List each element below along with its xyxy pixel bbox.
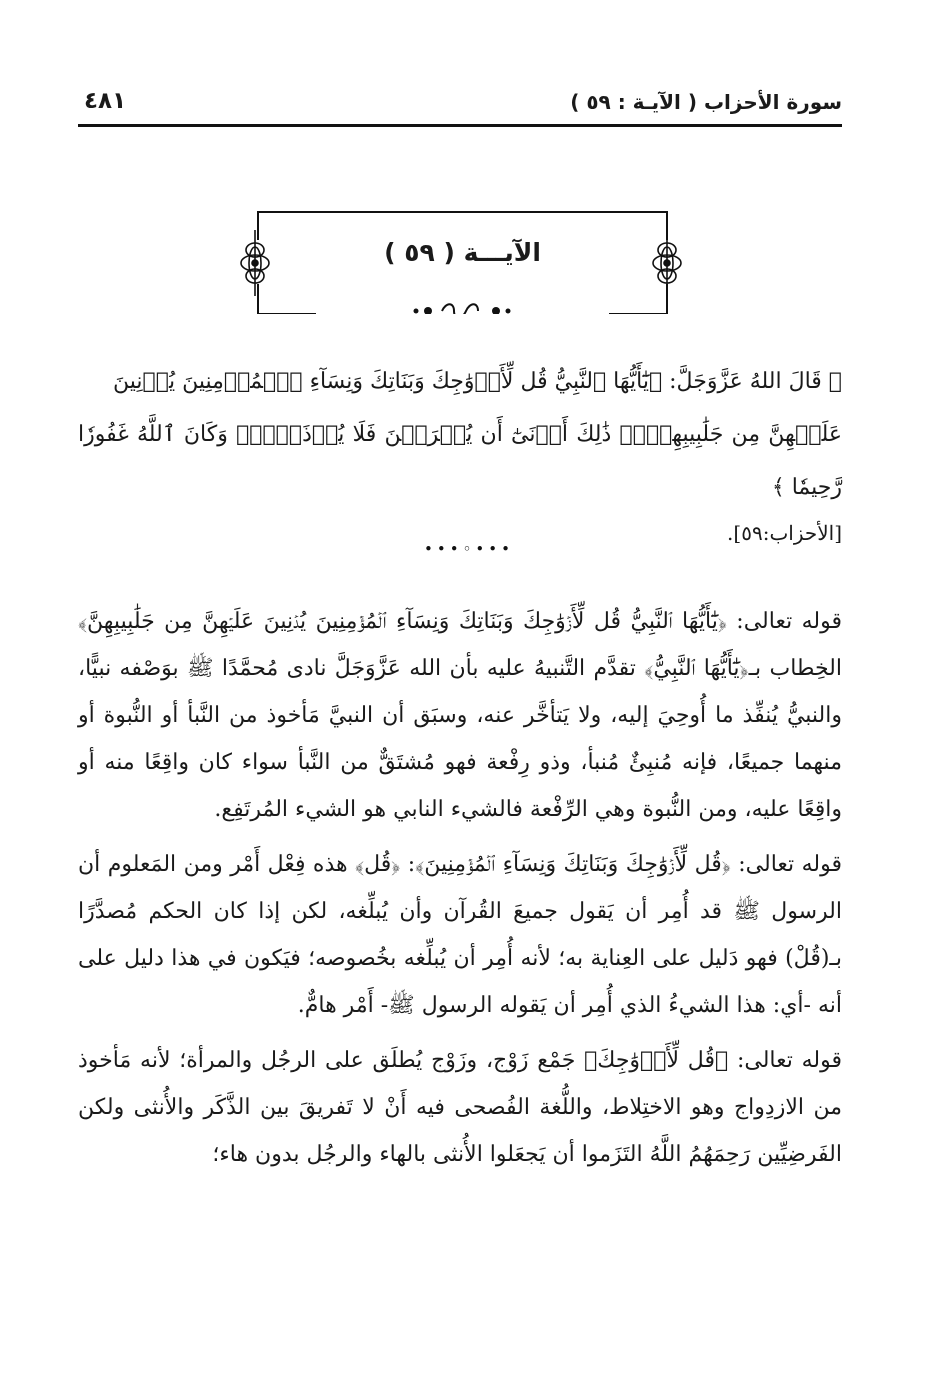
commentary-paragraph-1: قوله تعالى: ﴿يَٰٓأَيُّهَا ٱلنَّبِيُّ قُل لِّأَزۡوَٰجِكَ وَبَنَاتِكَ وَنِسَآءِ ٱلۡمُؤۡمِنِينَ يُدۡنِينَ عَلَيۡهِنَّ مِن جَلَٰبِيبِهِنَّ﴾ الخِطاب بـ﴿يَٰٓأَيُّهَا ٱلنَّبِيُّ﴾ تقدَّم التَّنبيهُ عليه بأن الله عَزَّوَجَلَّ نادى مُحمَّدًا ﷺ بوَصْفه نبيًّا، والنبيُّ يُنفِّذ ما أُوحِيَ إليه، ولا يَتأخَّر عنه، وسبَق أن النبيَّ مَأخوذ من النَّبأ أو النُّبوة أو منهما جميعًا، فإنه مُنبِئٌ مُنبأ، وذو رِفْعة فهو مُشتَقٌّ من النَّبأ سواء كان واقِعًا منه أو واقِعًا عليه، ومن النُّبوة وهي الرِّفْعة فالشيء النابي هو الشيء المُرتَفِع. [78,609,842,822]
verse-block [78,355,842,552]
left-knot-ornament-icon [237,228,273,298]
section-title: الآيـــة ( ٥٩ ) [384,238,541,267]
surah-header-title: سورة الأحزاب ( الآيـة : ٥٩ ) [570,90,842,114]
section-title-frame [256,210,669,314]
paragraph-gap [78,833,842,841]
commentary-paragraph-3: قوله تعالى: ﴿قُل لِّأَزۡوَٰجِكَ﴾ جَمْع زَوْج، وزَوْج يُطلَق على الرجُل والمرأة؛ لأنه مَأخوذ من الازدِواج وهو الاختِلاط، واللُّغة الفُصحى فيه أَنْ لا تَفريقَ بين الذَّكَر والأُنثى ولكن الفَرضِيِّين رَحِمَهُمُ اللَّهُ التَزَموا أن يَجعَلوا الأُنثى بالهاء والرجُل بدون هاء؛ [78,1048,842,1167]
commentary-paragraph-2: قوله تعالى: ﴿قُل لِّأَزۡوَٰجِكَ وَبَنَاتِكَ وَنِسَآءِ ٱلۡمُؤۡمِنِينَ﴾: ﴿قُل﴾ هذه فِعْل أَمْر ومن المَعلوم أن الرسول ﷺ قد أُمِر أن يَقول جميعَ القُرآن وأن يُبلِّغه، لكن إذا كان الحكم مُصدَّرًا بـ(قُلْ) فهو دَليل على العِناية به؛ لأنه أُمِر أن يُبلِّغه بخُصوصه؛ فيَكون في هذا دليل على أنه -أي: هذا الشيءُ الذي أُمِر أن يَقوله الرسول ﷺ- أَمْر هامٌّ. [78,852,842,1018]
page-header [78,86,842,126]
right-knot-ornament-icon [649,228,685,298]
verse-line-1: ۞ قَالَ اللهُ عَزَّوَجَلَّ: ﴿يَٰٓأَيُّهَا ٱلنَّبِيُّ قُل لِّأَزۡوَٰجِكَ وَبَنَاتِكَ وَنِسَآءِ ٱلۡمُؤۡمِنِينَ يُدۡنِينَ [113,369,842,394]
page-number: ٤٨١ [84,88,127,114]
verse-reference: [الأحزاب:٥٩]. [727,521,842,545]
commentary-body [78,598,842,1178]
header-rule [78,124,842,127]
verse-line-2: عَلَيۡهِنَّ مِن جَلَٰبِيبِهِنَّۚ ذَٰلِكَ أَدۡنَىٰٓ أَن يُعۡرَفۡنَ فَلَا يُؤۡذَيۡنَۗ وَكَانَ ٱللَّهُ غَفُورٗا رَّحِيمٗا ﴾ [78,422,842,500]
paragraph-gap [78,1029,842,1037]
section-divider: •••◦••• [424,540,514,558]
